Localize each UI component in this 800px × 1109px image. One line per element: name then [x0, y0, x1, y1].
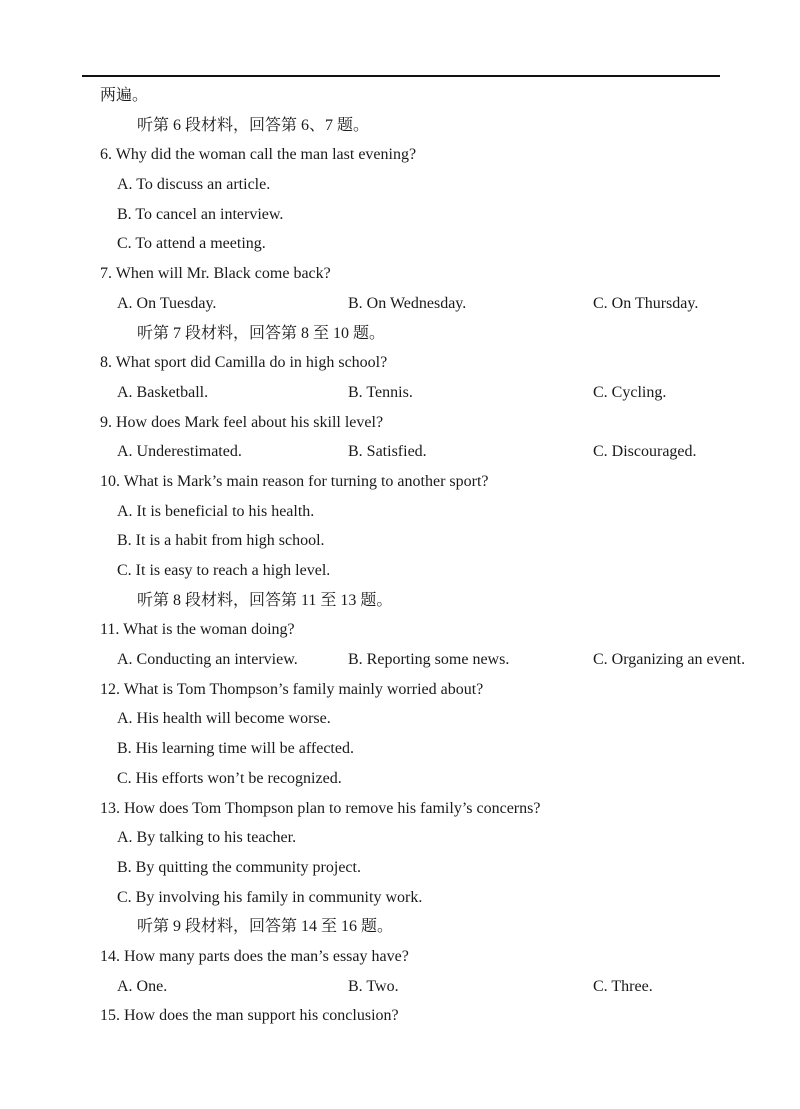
- question-6: 6. Why did the woman call the man last evening?: [100, 146, 417, 164]
- q11-option-c: C. Organizing an event.: [593, 651, 746, 669]
- question-14: 14. How many parts does the man’s essay have?: [100, 947, 409, 965]
- q7-options: [100, 289, 780, 319]
- q10-option-b: B. It is a habit from high school.: [117, 532, 325, 550]
- instruction-section-7: 听第 7 段材料，回答第 8 至 10 题。: [137, 324, 386, 342]
- question-15: 15. How does the man support his conclusion?: [100, 1007, 399, 1025]
- q11-option-b: B. Reporting some news.: [348, 651, 510, 669]
- q7-option-b: B. On Wednesday.: [348, 294, 467, 312]
- q7-option-a: A. On Tuesday.: [117, 294, 217, 312]
- listening-section: [100, 81, 780, 1031]
- question-10: 10. What is Mark’s main reason for turning to another sport?: [100, 472, 489, 490]
- question-9: 9. How does Mark feel about his skill level?: [100, 413, 384, 431]
- q14-option-c: C. Three.: [593, 977, 653, 995]
- q11-options: [100, 645, 780, 675]
- top-divider: [82, 75, 720, 77]
- q10-option-c: C. It is easy to reach a high level.: [117, 562, 331, 579]
- q14-option-b: B. Two.: [348, 977, 399, 995]
- q13-option-c: C. By involving his family in community work.: [117, 888, 423, 906]
- q14-options: [100, 972, 780, 1002]
- instruction-section-6: 听第 6 段材料，回答第 6、7 题。: [137, 116, 370, 134]
- q13-option-a: A. By talking to his teacher.: [117, 829, 297, 847]
- q12-option-a: A. His health will become worse.: [117, 710, 331, 728]
- q11-option-a: A. Conducting an interview.: [117, 651, 298, 669]
- q8-option-a: A. Basketball.: [117, 383, 209, 401]
- q9-option-a: A. Underestimated.: [117, 443, 242, 461]
- q8-option-b: B. Tennis.: [348, 383, 413, 401]
- question-8: 8. What sport did Camilla do in high school?: [100, 354, 388, 372]
- q8-options: [100, 378, 780, 408]
- instruction-section-9: 听第 9 段材料，回答第 14 至 16 题。: [137, 918, 394, 936]
- q8-option-c: C. Cycling.: [593, 383, 667, 401]
- q10-option-a: A. It is beneficial to his health.: [117, 502, 315, 520]
- q13-option-b: B. By quitting the community project.: [117, 858, 361, 876]
- q14-option-a: A. One.: [117, 977, 168, 995]
- question-7: 7. When will Mr. Black come back?: [100, 265, 331, 283]
- q9-options: [100, 437, 780, 467]
- q6-option-c: C. To attend a meeting.: [117, 235, 266, 253]
- q9-option-b: B. Satisfied.: [348, 443, 427, 461]
- heading-fragment: 两遍。: [100, 87, 149, 104]
- question-13: 13. How does Tom Thompson plan to remove his family’s concerns?: [100, 799, 541, 817]
- q6-option-b: B. To cancel an interview.: [117, 205, 284, 223]
- q7-option-c: C. On Thursday.: [593, 294, 699, 312]
- question-12: 12. What is Tom Thompson’s family mainly worried about?: [100, 680, 484, 698]
- question-11: 11. What is the woman doing?: [100, 621, 295, 639]
- q12-option-b: B. His learning time will be affected.: [117, 740, 354, 758]
- q12-option-c: C. His efforts won’t be recognized.: [117, 769, 342, 787]
- instruction-section-8: 听第 8 段材料，回答第 11 至 13 题。: [137, 591, 393, 609]
- q9-option-c: C. Discouraged.: [593, 443, 697, 461]
- q6-option-a: A. To discuss an article.: [117, 176, 271, 194]
